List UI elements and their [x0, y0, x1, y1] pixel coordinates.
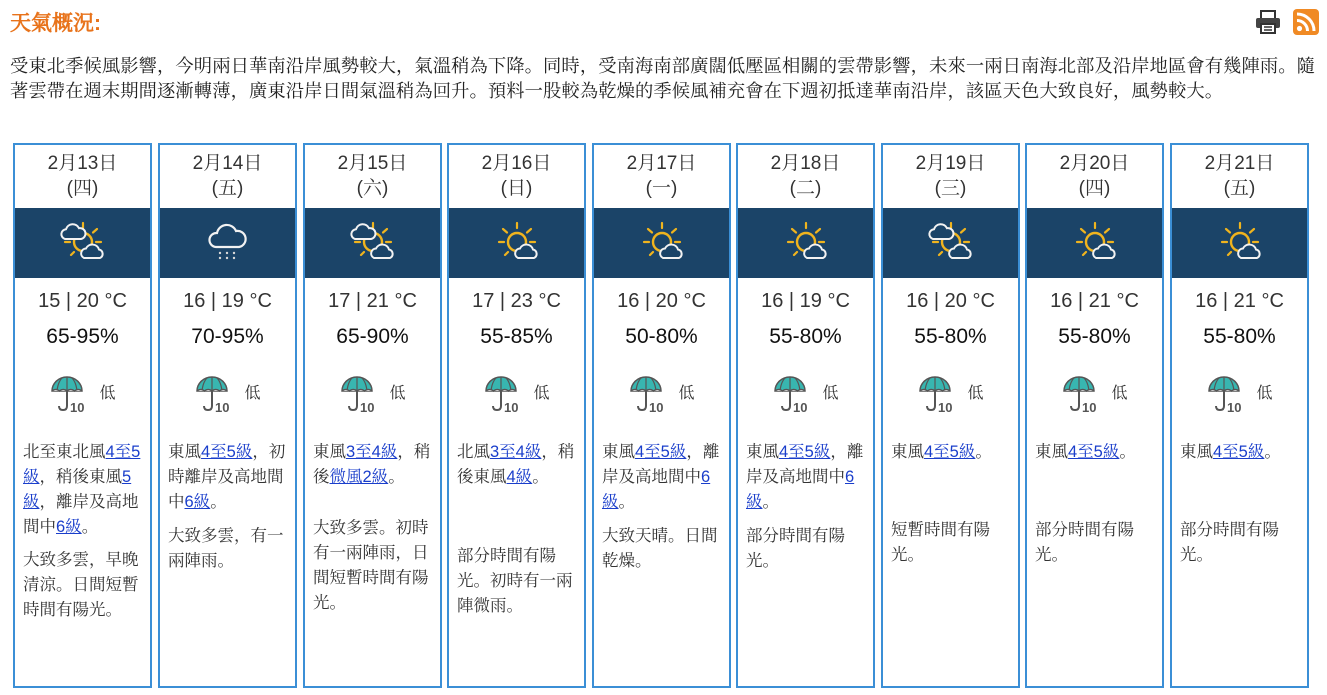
- rain-probability: [1172, 373, 1307, 420]
- svg-text:10: 10: [938, 400, 953, 415]
- page-tools: [1253, 8, 1321, 36]
- svg-text:10: 10: [1082, 400, 1097, 415]
- wind-text: 東風: [602, 443, 635, 461]
- rain-probability-label: 低: [1256, 385, 1273, 402]
- forecast-day: [881, 143, 1020, 688]
- wind-force-link[interactable]: 5級: [23, 468, 132, 511]
- forecast-day: [1025, 143, 1164, 688]
- svg-text:10: 10: [360, 400, 375, 415]
- forecast-weekday: (五): [211, 178, 244, 199]
- humidity-range: 55-80%: [914, 325, 987, 348]
- forecast-weekday: (六): [356, 178, 389, 199]
- wind-force-link[interactable]: 6級: [746, 468, 855, 511]
- weather-icon-band: [883, 208, 1018, 278]
- rain-probability: [160, 373, 295, 420]
- sun-cloud-cloud-icon: [57, 217, 109, 270]
- wind-force-link[interactable]: 4至5級: [635, 443, 687, 461]
- wind-text: 。: [975, 443, 992, 461]
- forecast-day: [158, 143, 297, 688]
- wind-text: 。: [81, 518, 99, 536]
- wind-forecast: [891, 440, 1012, 465]
- forecast-day: [447, 143, 586, 688]
- forecast-date: [15, 145, 150, 208]
- forecast-weekday: (日): [500, 178, 533, 199]
- wind-forecast: [746, 440, 867, 515]
- forecast-day: [736, 143, 875, 688]
- forecast-date: [738, 145, 873, 208]
- wind-force-link[interactable]: 4至5級: [1213, 443, 1265, 461]
- wind-text: ，離岸及高地間中: [23, 493, 139, 536]
- rain-probability: [883, 373, 1018, 420]
- svg-text:10: 10: [215, 400, 230, 415]
- printer-icon[interactable]: [1253, 8, 1283, 36]
- page-title: 天氣概況:: [10, 12, 101, 35]
- forecast-day: [592, 143, 731, 688]
- forecast-weekday: (一): [645, 178, 678, 199]
- rain-probability-label: 低: [967, 385, 984, 402]
- forecast-date-text: 2月20日: [1059, 153, 1130, 174]
- weather-description: 大致多雲，有一兩陣雨。: [168, 527, 284, 570]
- weather-icon-band: [160, 208, 295, 278]
- forecast-weekday: (五): [1223, 178, 1256, 199]
- forecast-date: [1027, 145, 1162, 208]
- humidity-range: 65-90%: [336, 325, 409, 348]
- wind-text: ，離岸及高地間中: [602, 443, 720, 486]
- weather-description: 大致多雲，早晚清涼。日間短暫時間有陽光。: [23, 551, 139, 619]
- wind-text: 。: [1264, 443, 1281, 461]
- umbrella-icon: [194, 373, 238, 420]
- wind-text: 東風: [891, 443, 924, 461]
- rss-icon[interactable]: [1291, 8, 1321, 36]
- humidity-range: 50-80%: [625, 325, 698, 348]
- forecast-date-text: 2月17日: [626, 153, 697, 174]
- temperature-range: 17 | 23 °C: [472, 290, 561, 312]
- wind-text: ，初時離岸及高地間中: [168, 443, 286, 511]
- umbrella-icon: [483, 373, 527, 420]
- weather-icon-band: [1172, 208, 1307, 278]
- weather-description: 部分時間有陽光。初時有一兩陣微雨。: [457, 547, 573, 615]
- rain-cloud-icon: [202, 217, 254, 270]
- svg-text:10: 10: [70, 400, 85, 415]
- wind-text: 。: [618, 493, 635, 511]
- weather-icon-band: [305, 208, 440, 278]
- forecast-date: [449, 145, 584, 208]
- forecast-date: [305, 145, 440, 208]
- weather-icon-band: [738, 208, 873, 278]
- forecast-day: [303, 143, 442, 688]
- rain-probability: [15, 373, 150, 420]
- wind-force-link[interactable]: 6級: [602, 468, 711, 511]
- wind-force-link[interactable]: 4至5級: [779, 443, 831, 461]
- umbrella-icon: [1061, 373, 1105, 420]
- weather-description: 短暫時間有陽光。: [891, 521, 990, 564]
- wind-text: 。: [762, 493, 779, 511]
- wind-force-link[interactable]: 6級: [184, 493, 211, 511]
- rain-probability: [449, 373, 584, 420]
- umbrella-icon: [49, 373, 93, 420]
- umbrella-icon: [772, 373, 816, 420]
- weather-icon-band: [15, 208, 150, 278]
- wind-text: 。: [388, 468, 405, 486]
- wind-text: 北風: [457, 443, 490, 461]
- wind-text: 東風: [746, 443, 779, 461]
- rain-probability: [738, 373, 873, 420]
- forecast-date-text: 2月14日: [192, 153, 263, 174]
- humidity-range: 55-80%: [1058, 325, 1131, 348]
- temperature-range: 17 | 21 °C: [328, 290, 417, 312]
- rain-probability: [1027, 373, 1162, 420]
- wind-forecast: [602, 440, 723, 515]
- humidity-range: 70-95%: [191, 325, 264, 348]
- rain-probability: [594, 373, 729, 420]
- forecast-weekday: (四): [66, 178, 99, 199]
- wind-forecast: [168, 440, 289, 515]
- wind-force-link[interactable]: 4至5級: [201, 443, 253, 461]
- sun-cloud-icon: [636, 217, 688, 270]
- temperature-range: 16 | 20 °C: [617, 290, 706, 312]
- forecast-date-text: 2月19日: [915, 153, 986, 174]
- wind-text: 東風: [168, 443, 201, 461]
- wind-forecast: [1035, 440, 1156, 465]
- umbrella-icon: [917, 373, 961, 420]
- wind-force-link[interactable]: 4至5級: [23, 443, 141, 486]
- wind-force-link[interactable]: 微風2級: [329, 468, 389, 486]
- rain-probability-label: 低: [389, 385, 406, 402]
- weather-summary: 受東北季候風影響，今明兩日華南沿岸風勢較大，氣溫稍為下降。同時，受南海南部廣闊低壓區相關的雲帶影響，未來一兩日南海北部及沿岸地區會有幾陣雨。隨著雲帶在週末期間逐漸轉薄，廣東沿岸日間氣溫稍為回升。預料一股較為乾燥的季候風補充會在下週初抵達華南沿岸，該區天色大致良好，風勢較大。: [10, 55, 1316, 101]
- rain-probability-label: 低: [99, 385, 116, 402]
- wind-force-link[interactable]: 6級: [56, 518, 82, 536]
- forecast-date-text: 2月16日: [481, 153, 552, 174]
- forecast-date: [594, 145, 729, 208]
- humidity-range: 65-95%: [46, 325, 119, 348]
- wind-force-link[interactable]: 3至4級: [490, 443, 542, 461]
- sun-cloud-cloud-icon: [347, 217, 399, 270]
- forecast-date-text: 2月13日: [47, 153, 118, 174]
- temperature-range: 15 | 20 °C: [38, 290, 127, 312]
- wind-forecast: [1180, 440, 1301, 465]
- forecast-date: [160, 145, 295, 208]
- rain-probability-label: 低: [533, 385, 550, 402]
- humidity-range: 55-85%: [480, 325, 553, 348]
- umbrella-icon: [628, 373, 672, 420]
- sun-cloud-cloud-icon: [925, 217, 977, 270]
- wind-text: 東風: [313, 443, 346, 461]
- wind-text: ，稍後東風: [457, 443, 575, 486]
- weather-description: 大致多雲。初時有一兩陣雨，日間短暫時間有陽光。: [313, 519, 429, 612]
- temperature-range: 16 | 20 °C: [906, 290, 995, 312]
- svg-text:10: 10: [793, 400, 808, 415]
- weather-icon-band: [449, 208, 584, 278]
- wind-text: 東風: [1035, 443, 1068, 461]
- umbrella-icon: [1206, 373, 1250, 420]
- umbrella-icon: [339, 373, 383, 420]
- sun-cloud-icon: [1214, 217, 1266, 270]
- humidity-range: 55-80%: [1203, 325, 1276, 348]
- forecast-days: [13, 143, 1316, 688]
- wind-force-link[interactable]: 4級: [506, 468, 533, 486]
- forecast-date: [1172, 145, 1307, 208]
- wind-forecast: [457, 440, 578, 490]
- wind-forecast: [313, 440, 434, 490]
- forecast-date: [883, 145, 1018, 208]
- wind-text: 東風: [1180, 443, 1213, 461]
- weather-description: 部分時間有陽光。: [1035, 521, 1134, 564]
- weather-icon-band: [1027, 208, 1162, 278]
- weather-description: 大致天晴。日間乾燥。: [602, 527, 718, 570]
- wind-text: ，稍後東風: [39, 468, 122, 486]
- sun-cloud-icon: [1069, 217, 1121, 270]
- wind-text: 北至東北風: [23, 443, 106, 461]
- wind-forecast: [23, 440, 144, 540]
- temperature-range: 16 | 19 °C: [183, 290, 272, 312]
- temperature-range: 16 | 21 °C: [1195, 290, 1284, 312]
- forecast-weekday: (二): [789, 178, 822, 199]
- forecast-weekday: (四): [1078, 178, 1111, 199]
- wind-text: 。: [532, 468, 549, 486]
- forecast-date-text: 2月18日: [770, 153, 841, 174]
- sun-cloud-icon: [780, 217, 832, 270]
- wind-text: 。: [1119, 443, 1136, 461]
- rain-probability: [305, 373, 440, 420]
- wind-force-link[interactable]: 4至5級: [924, 443, 976, 461]
- rain-probability-label: 低: [244, 385, 261, 402]
- sun-cloud-icon: [491, 217, 543, 270]
- forecast-date-text: 2月15日: [337, 153, 408, 174]
- rain-probability-label: 低: [822, 385, 839, 402]
- temperature-range: 16 | 19 °C: [761, 290, 850, 312]
- svg-text:10: 10: [504, 400, 519, 415]
- wind-force-link[interactable]: 4至5級: [1068, 443, 1120, 461]
- wind-text: ，離岸及高地間中: [746, 443, 864, 486]
- temperature-range: 16 | 21 °C: [1050, 290, 1139, 312]
- humidity-range: 55-80%: [769, 325, 842, 348]
- wind-text: 。: [210, 493, 227, 511]
- forecast-day: [1170, 143, 1309, 688]
- wind-force-link[interactable]: 3至4級: [346, 443, 398, 461]
- weather-icon-band: [594, 208, 729, 278]
- svg-text:10: 10: [1227, 400, 1242, 415]
- weather-description: 部分時間有陽光。: [1180, 521, 1279, 564]
- weather-description: 部分時間有陽光。: [746, 527, 845, 570]
- forecast-date-text: 2月21日: [1204, 153, 1275, 174]
- rain-probability-label: 低: [1111, 385, 1128, 402]
- forecast-day: [13, 143, 152, 688]
- rain-probability-label: 低: [678, 385, 695, 402]
- forecast-weekday: (三): [934, 178, 967, 199]
- svg-text:10: 10: [649, 400, 664, 415]
- wind-text: ，稍後: [313, 443, 431, 486]
